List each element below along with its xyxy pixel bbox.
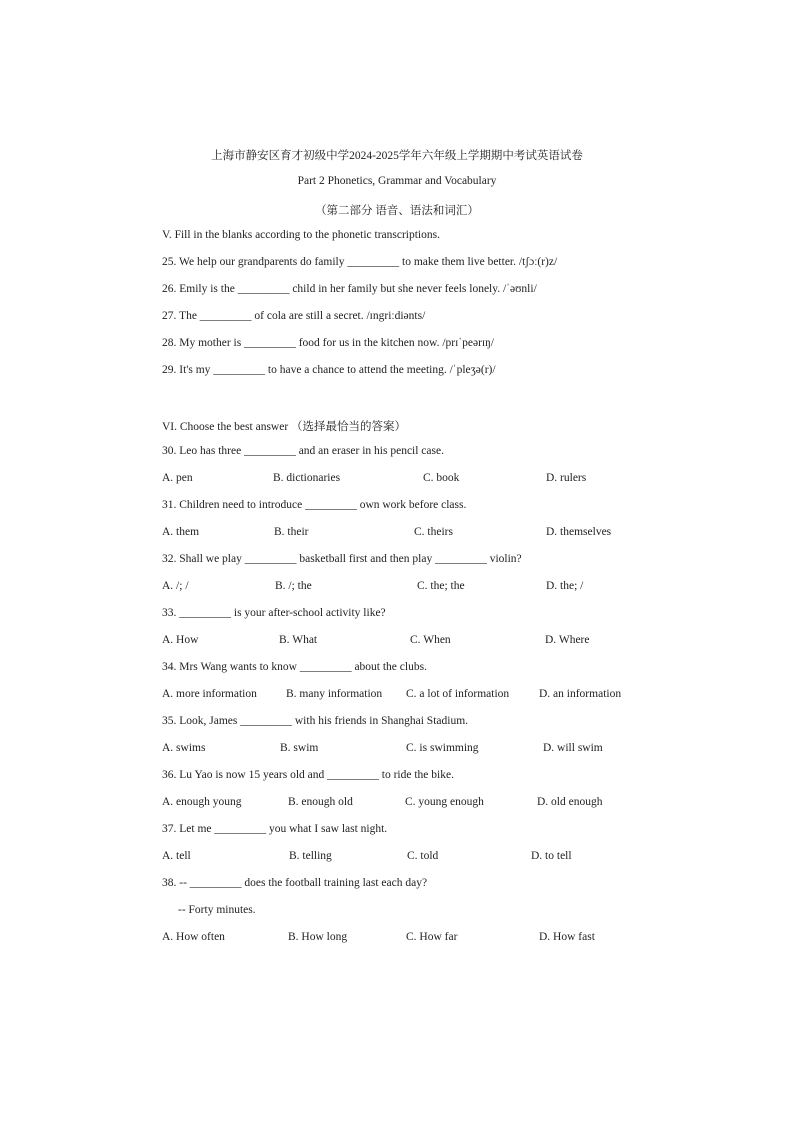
question-28: 28. My mother is _________ food for us in the kitchen now. /prɪˈpeərɪŋ/ — [162, 337, 495, 349]
question-25: 25. We help our grandparents do family _________ to make them live better. /tʃɔː(r)z/ — [162, 256, 558, 268]
option-b: B. How long — [288, 931, 348, 943]
option-a: A. /; / — [162, 580, 189, 592]
section-5-heading: V. Fill in the blanks according to the phonetic transcriptions. — [162, 229, 440, 241]
question-38-answer-line: -- Forty minutes. — [178, 904, 256, 916]
question-37: 37. Let me _________ you what I saw last night. — [162, 823, 388, 835]
option-c: C. How far — [406, 931, 458, 943]
question-38: 38. -- _________ does the football training last each day? — [162, 877, 428, 889]
option-a: A. more information — [162, 688, 257, 700]
option-a: A. How — [162, 634, 199, 646]
option-b: B. many information — [286, 688, 383, 700]
question-34: 34. Mrs Wang wants to know _________ about the clubs. — [162, 661, 427, 673]
option-b: B. dictionaries — [273, 472, 341, 484]
question-36: 36. Lu Yao is now 15 years old and _________ to ride the bike. — [162, 769, 454, 781]
option-a: A. tell — [162, 850, 191, 862]
option-d: D. an information — [539, 688, 622, 700]
option-d: D. to tell — [531, 850, 572, 862]
option-a: A. them — [162, 526, 200, 538]
question-26: 26. Emily is the _________ child in her family but she never feels lonely. /ˈəʊnli/ — [162, 283, 537, 295]
question-33: 33. _________ is your after-school activity like? — [162, 607, 386, 619]
exam-title: 上海市静安区育才初级中学2024-2025学年六年级上学期期中考试英语试卷 — [211, 150, 583, 162]
option-c: C. told — [407, 850, 439, 862]
option-c: C. young enough — [405, 796, 484, 808]
question-35: 35. Look, James _________ with his friends in Shanghai Stadium. — [162, 715, 469, 727]
question-32: 32. Shall we play _________ basketball first and then play _________ violin? — [162, 553, 522, 565]
option-d: D. rulers — [546, 472, 587, 484]
option-d: D. will swim — [543, 742, 603, 754]
option-d: D. themselves — [546, 526, 612, 538]
option-c: C. When — [410, 634, 451, 646]
option-d: D. the; / — [546, 580, 584, 592]
option-b: B. swim — [280, 742, 319, 754]
option-a: A. pen — [162, 472, 193, 484]
option-c: C. book — [423, 472, 460, 484]
option-c: C. theirs — [414, 526, 453, 538]
option-b: B. enough old — [288, 796, 353, 808]
option-d: D. Where — [545, 634, 590, 646]
question-30: 30. Leo has three _________ and an eraser in his pencil case. — [162, 445, 444, 457]
part-heading: Part 2 Phonetics, Grammar and Vocabulary — [297, 175, 497, 187]
option-c: C. is swimming — [406, 742, 479, 754]
section-6-heading: VI. Choose the best answer （选择最恰当的答案） — [162, 421, 407, 433]
option-c: C. the; the — [417, 580, 465, 592]
option-d: D. old enough — [537, 796, 603, 808]
option-c: C. a lot of information — [406, 688, 510, 700]
question-31: 31. Children need to introduce _________ own work before class. — [162, 499, 467, 511]
option-b: B. their — [274, 526, 309, 538]
question-29: 29. It's my _________ to have a chance to attend the meeting. /ˈpleʒə(r)/ — [162, 364, 496, 376]
question-27: 27. The _________ of cola are still a secret. /ɪngriːdiənts/ — [162, 310, 426, 322]
option-a: A. enough young — [162, 796, 242, 808]
option-d: D. How fast — [539, 931, 595, 943]
part-heading-cn: （第二部分 语音、语法和词汇） — [315, 205, 479, 217]
option-a: A. How often — [162, 931, 225, 943]
option-b: B. /; the — [275, 580, 312, 592]
option-b: B. What — [279, 634, 318, 646]
option-a: A. swims — [162, 742, 206, 754]
option-b: B. telling — [289, 850, 332, 862]
